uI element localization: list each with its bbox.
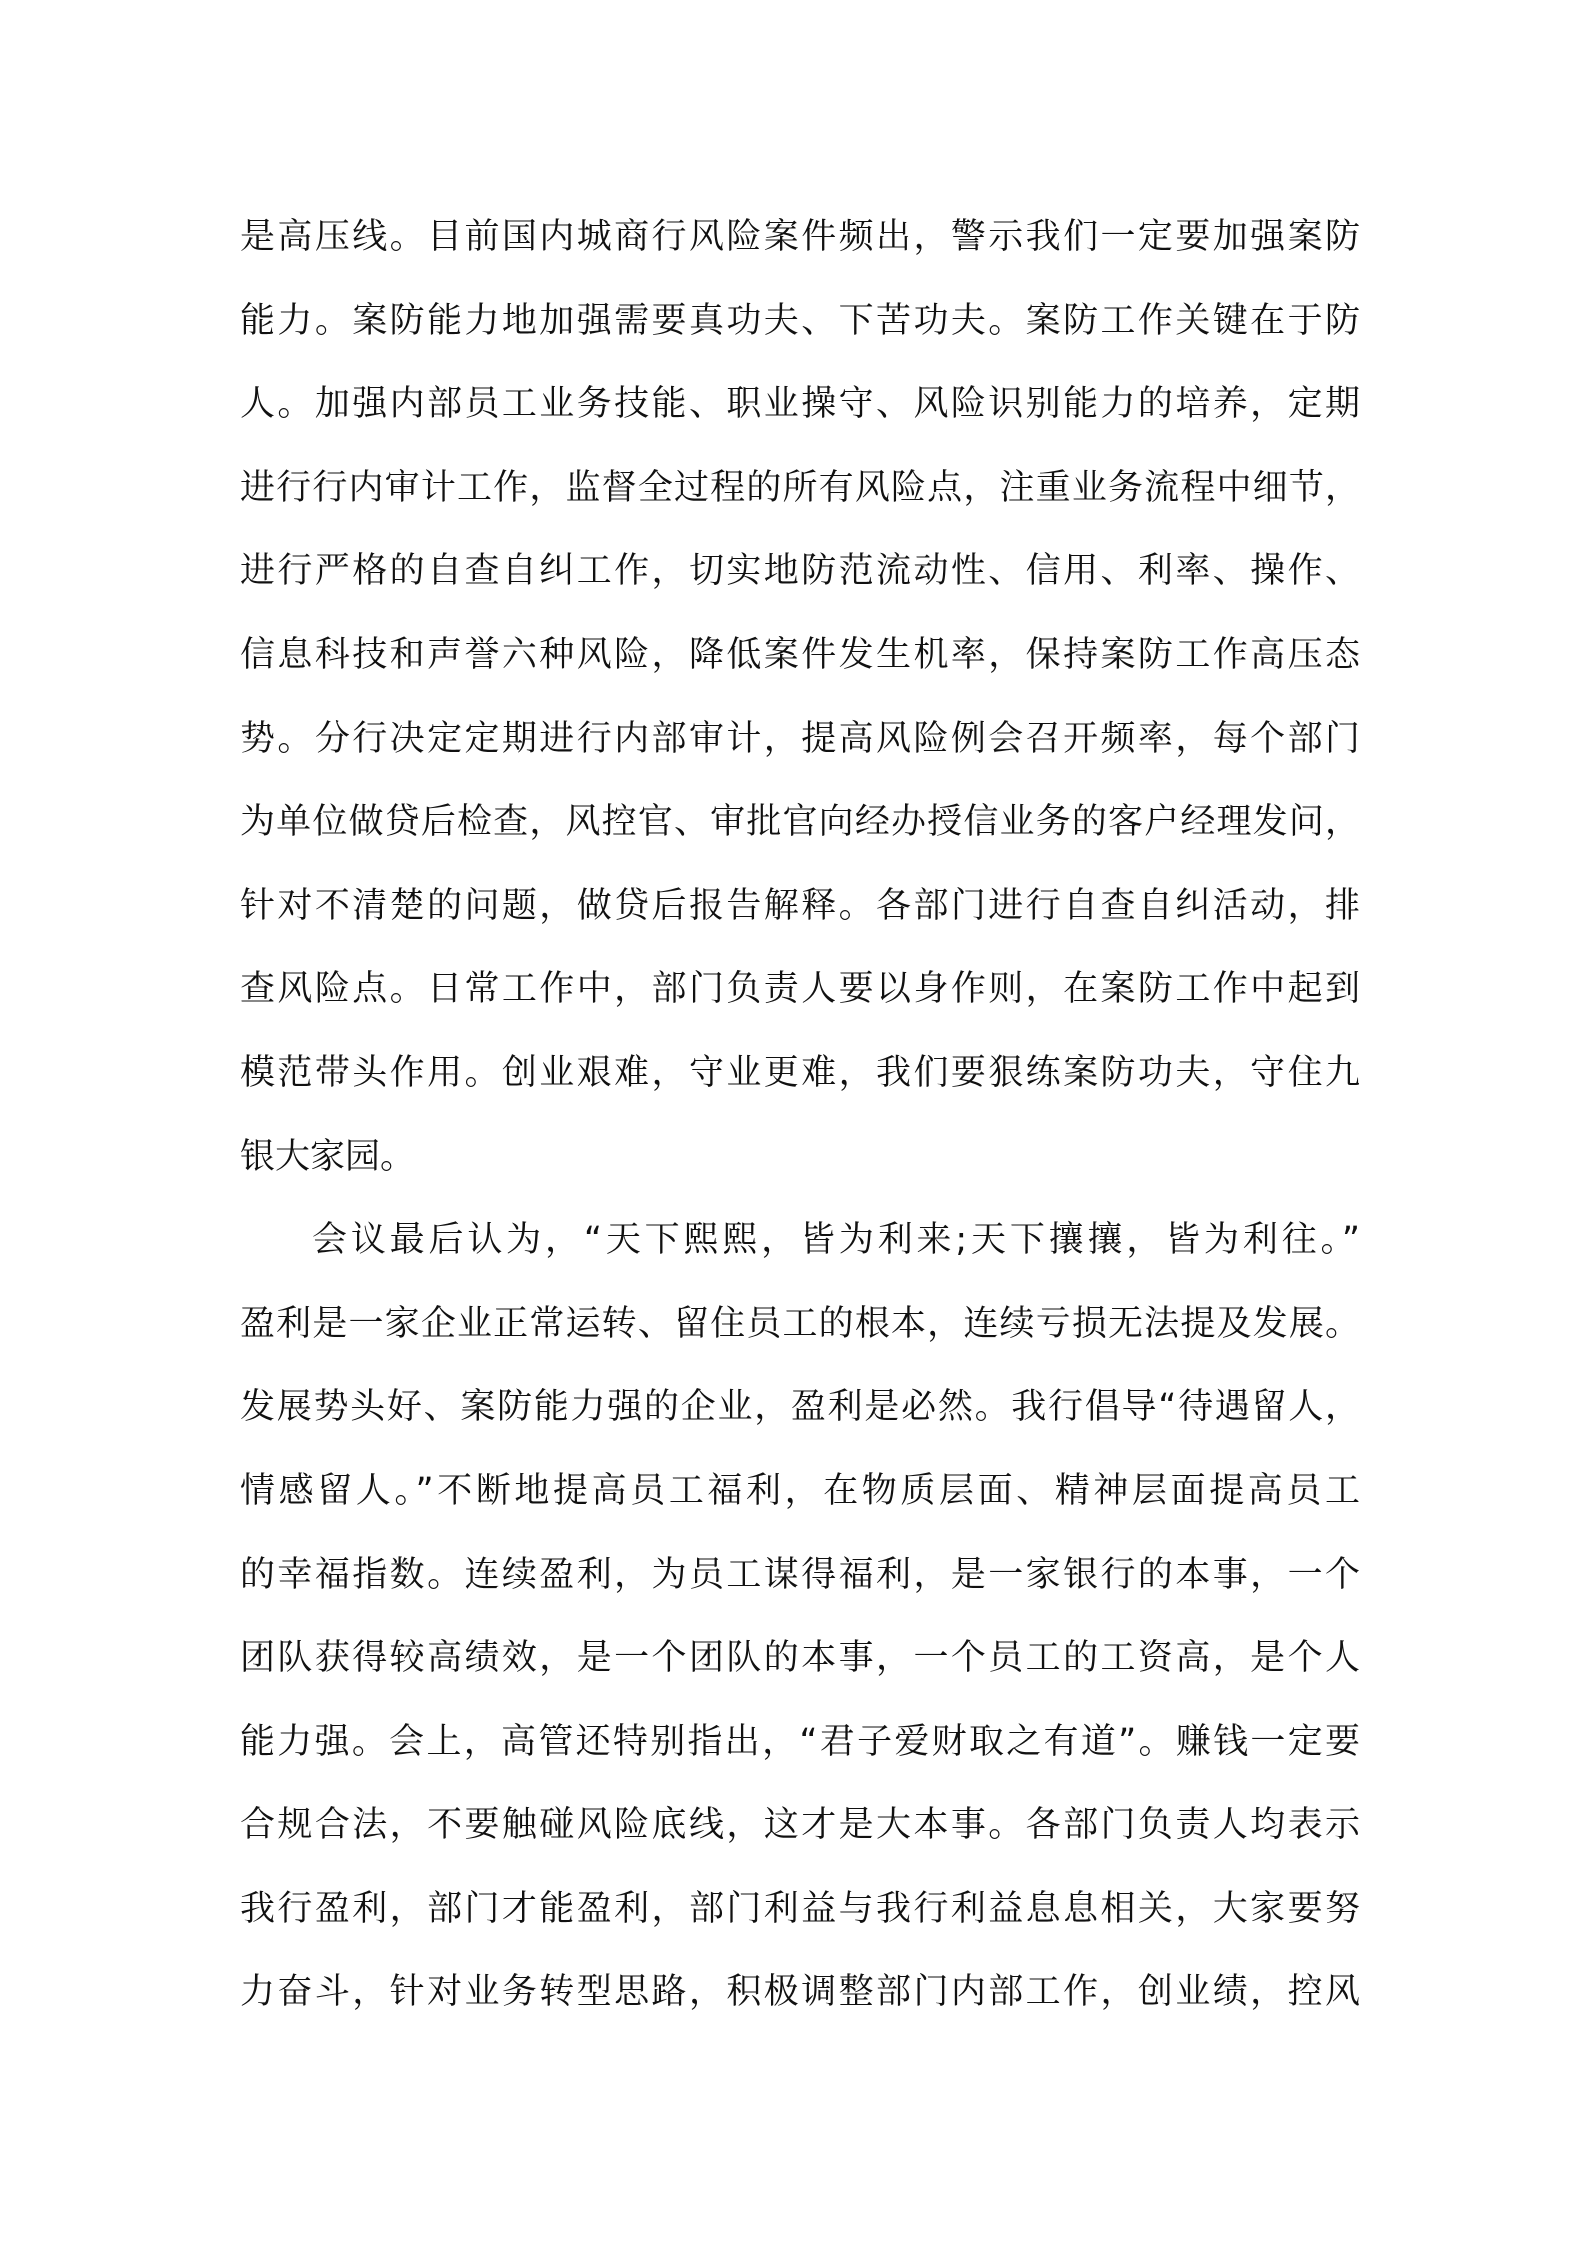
text-line: 发展势头好、案防能力强的企业，盈利是必然。我行倡导“待遇留人， bbox=[240, 1387, 1360, 1428]
text-line: 银大家园。 bbox=[240, 1136, 416, 1177]
text-line: 人。加强内部员工业务技能、职业操守、风险识别能力的培养，定期 bbox=[240, 384, 1360, 425]
paragraph-1 bbox=[240, 196, 1360, 1199]
text-line: 合规合法，不要触碰风险底线，这才是大本事。各部门负责人均表示 bbox=[240, 1805, 1360, 1846]
text-line: 团队获得较高绩效，是一个团队的本事，一个员工的工资高，是个人 bbox=[240, 1638, 1360, 1679]
text-line: 我行盈利，部门才能盈利，部门利益与我行利益息息相关，大家要努 bbox=[240, 1888, 1360, 1929]
text-line: 能力强。会上，高管还特别指出，“君子爱财取之有道”。赚钱一定要 bbox=[240, 1721, 1360, 1762]
text-line: 情感留人。”不断地提高员工福利，在物质层面、精神层面提高员工 bbox=[240, 1470, 1360, 1511]
text-line: 模范带头作用。创业艰难，守业更难，我们要狠练案防功夫，守住九 bbox=[240, 1052, 1360, 1093]
text-line: 信息科技和声誉六种风险，降低案件发生机率，保持案防工作高压态 bbox=[240, 634, 1360, 675]
text-line: 的幸福指数。连续盈利，为员工谋得福利，是一家银行的本事，一个 bbox=[240, 1554, 1360, 1595]
text-line: 能力。案防能力地加强需要真功夫、下苦功夫。案防工作关键在于防 bbox=[240, 300, 1360, 341]
document-body bbox=[240, 196, 1360, 2035]
text-line: 盈利是一家企业正常运转、留住员工的根本，连续亏损无法提及发展。 bbox=[240, 1303, 1360, 1344]
text-line: 势。分行决定定期进行内部审计，提高风险例会召开频率，每个部门 bbox=[240, 718, 1360, 759]
text-line: 力奋斗，针对业务转型思路，积极调整部门内部工作，创业绩，控风 bbox=[240, 1972, 1360, 2013]
text-line: 进行严格的自查自纠工作，切实地防范流动性、信用、利率、操作、 bbox=[240, 551, 1360, 592]
paragraph-2 bbox=[240, 1199, 1360, 2035]
text-line: 会议最后认为，“天下熙熙，皆为利来;天下攘攘，皆为利往。” bbox=[312, 1220, 1360, 1261]
text-line: 进行行内审计工作，监督全过程的所有风险点，注重业务流程中细节， bbox=[240, 467, 1360, 508]
text-line: 为单位做贷后检查，风控官、审批官向经办授信业务的客户经理发问， bbox=[240, 802, 1360, 843]
text-line: 是高压线。目前国内城商行风险案件频出，警示我们一定要加强案防 bbox=[240, 217, 1360, 257]
text-line: 查风险点。日常工作中，部门负责人要以身作则，在案防工作中起到 bbox=[240, 969, 1360, 1010]
text-line: 针对不清楚的问题，做贷后报告解释。各部门进行自查自纠活动，排 bbox=[240, 885, 1360, 926]
